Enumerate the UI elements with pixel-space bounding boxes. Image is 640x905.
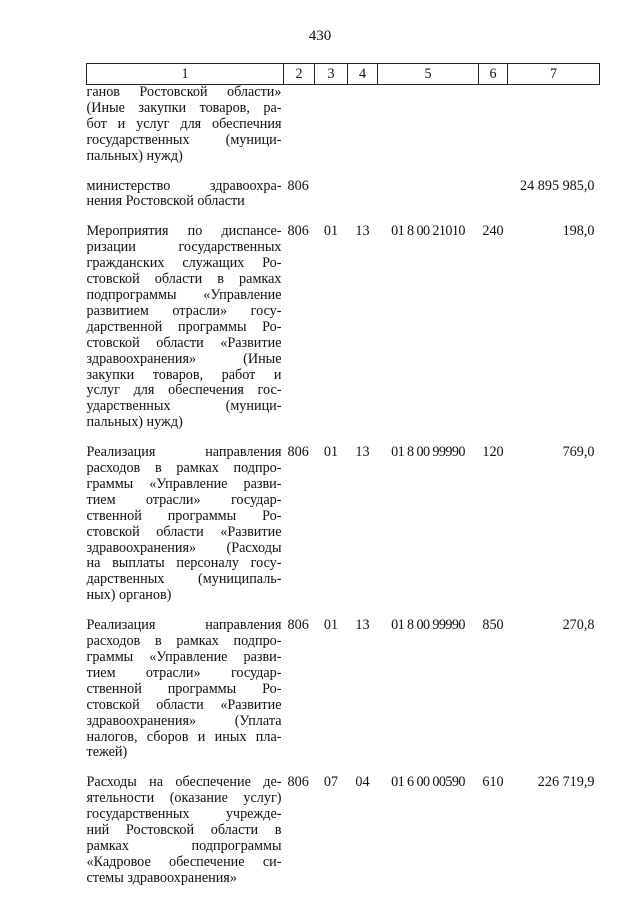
amount: 24 895 985,0	[520, 177, 595, 194]
description-line: стовской области в рамках	[86, 271, 282, 288]
description-line: Мероприятия по диспансе-	[86, 223, 282, 240]
header-cell-6: 6	[479, 64, 508, 85]
description-line: закупки товаров, работ и	[86, 366, 282, 383]
section-code	[315, 85, 348, 165]
header-cell-5: 5	[378, 64, 479, 85]
ministry-code	[284, 85, 315, 165]
description-line: рамках подпрограммы	[86, 837, 282, 854]
description-line: «Кадровое обеспечение си-	[86, 853, 282, 870]
section-code: 01	[323, 223, 339, 240]
description-line: стемы здравоохранения»	[86, 869, 237, 886]
description-line: подпрограммы «Управление	[86, 286, 282, 303]
description-line: здравоохранения» (Иные	[86, 350, 282, 367]
ministry-code: 806	[287, 617, 309, 634]
target-article-code: 01 6 00 00590	[391, 774, 465, 791]
description-line: государственных (муници-	[86, 131, 282, 148]
header-row	[87, 64, 600, 85]
target-article-code	[378, 85, 479, 165]
ministry-code: 806	[287, 177, 309, 194]
description-line: (Иные закупки товаров, ра-	[86, 99, 282, 116]
description-line: здравоохранения» (Уплата	[86, 712, 282, 729]
budget-table	[86, 63, 600, 887]
subsection-code	[348, 179, 378, 211]
description-line: дарственной программы Ро-	[86, 318, 282, 335]
description-line: министерство здравоохра-	[86, 177, 282, 194]
page-number: 430	[308, 28, 332, 44]
subsection-code	[348, 85, 378, 165]
description-line: ственной программы Ро-	[86, 507, 282, 524]
table-row	[87, 179, 600, 211]
row-description	[87, 85, 284, 165]
amount: 769,0	[562, 444, 595, 461]
description-line: государственных учрежде-	[86, 806, 282, 823]
description-line: нения Ростовской области	[86, 193, 245, 210]
description-line: бот и услуг для обеспечния	[86, 115, 282, 132]
row-spacer	[87, 210, 600, 224]
target-article-code: 01 8 00 99990	[391, 617, 465, 634]
subsection-code: 04	[355, 774, 370, 791]
header-cell-3: 3	[315, 64, 348, 85]
description-line: тием отрасли» государ-	[86, 664, 282, 681]
description-line: Реализация направления	[86, 617, 282, 634]
description-line: ударственных (муници-	[86, 398, 282, 415]
description-line: ственной программы Ро-	[86, 680, 282, 697]
row-description	[87, 224, 284, 431]
expense-type-code	[479, 85, 508, 165]
description-line: развитием отрасли» госу-	[86, 302, 282, 319]
description-line: ятельности (оказание услуг)	[86, 790, 282, 807]
section-code	[315, 179, 348, 211]
amount	[508, 85, 600, 165]
table-row	[87, 224, 600, 431]
row-spacer	[87, 165, 600, 179]
description-line: стовской области «Развитие	[86, 523, 282, 540]
row-description	[87, 445, 284, 604]
subsection-code: 13	[355, 444, 370, 461]
subsection-code: 13	[355, 617, 370, 634]
expense-type-code: 120	[482, 444, 504, 461]
section-code: 01	[323, 444, 339, 461]
description-line: налогов, сборов и иных пла-	[86, 728, 282, 745]
target-article-code: 01 8 00 99990	[391, 444, 465, 461]
expense-type-code: 850	[482, 617, 504, 634]
row-description	[87, 775, 284, 886]
section-code: 07	[323, 774, 339, 791]
row-spacer	[87, 431, 600, 445]
description-line: граммы «Управление разви-	[86, 475, 282, 492]
header-cell-4: 4	[348, 64, 378, 85]
amount: 226 719,9	[537, 774, 595, 791]
description-line: ганов Ростовской области»	[86, 84, 282, 100]
target-article-code: 01 8 00 21010	[391, 223, 465, 240]
description-line: гражданских служащих Ро-	[86, 255, 282, 272]
subsection-code: 13	[355, 223, 370, 240]
description-line: Расходы на обеспечение де-	[86, 774, 282, 791]
description-line: пальных) нужд)	[86, 147, 183, 164]
table-row	[87, 775, 600, 886]
row-spacer	[87, 761, 600, 775]
description-line: ний Ростовской области в	[86, 822, 282, 839]
description-line: пальных) нужд)	[86, 414, 183, 431]
row-description	[87, 618, 284, 761]
description-line: расходов в рамках подпро-	[86, 460, 282, 477]
description-line: Реализация направления	[86, 444, 282, 461]
table-row	[87, 445, 600, 604]
ministry-code: 806	[287, 444, 309, 461]
row-spacer	[87, 604, 600, 618]
description-line: услуг для обеспечения гос-	[86, 382, 282, 399]
expense-type-code: 610	[482, 774, 504, 791]
description-line: тежей)	[86, 744, 128, 761]
description-line: ризации государственных	[86, 239, 282, 256]
target-article-code	[378, 179, 479, 211]
description-line: ных) органов)	[86, 587, 172, 604]
section-code: 01	[323, 617, 339, 634]
description-line: расходов в рамках подпро-	[86, 633, 282, 650]
description-line: здравоохранения» (Расходы	[86, 539, 282, 556]
row-description	[87, 179, 284, 211]
description-line: на выплаты персоналу госу-	[86, 555, 282, 572]
ministry-code: 806	[287, 774, 309, 791]
description-line: стовской области «Развитие	[86, 696, 282, 713]
table-row	[87, 618, 600, 761]
description-line: граммы «Управление разви-	[86, 649, 282, 665]
expense-type-code	[479, 179, 508, 211]
table-row	[87, 85, 600, 165]
expense-type-code: 240	[482, 223, 504, 240]
description-line: стовской области «Развитие	[86, 334, 282, 351]
amount: 198,0	[562, 223, 595, 240]
amount: 270,8	[562, 617, 595, 634]
header-cell-1: 1	[87, 64, 284, 85]
header-cell-7: 7	[508, 64, 600, 85]
description-line: тием отрасли» государ-	[86, 491, 282, 508]
ministry-code: 806	[287, 223, 309, 240]
description-line: дарственных (муниципаль-	[86, 571, 282, 588]
header-cell-2: 2	[284, 64, 315, 85]
